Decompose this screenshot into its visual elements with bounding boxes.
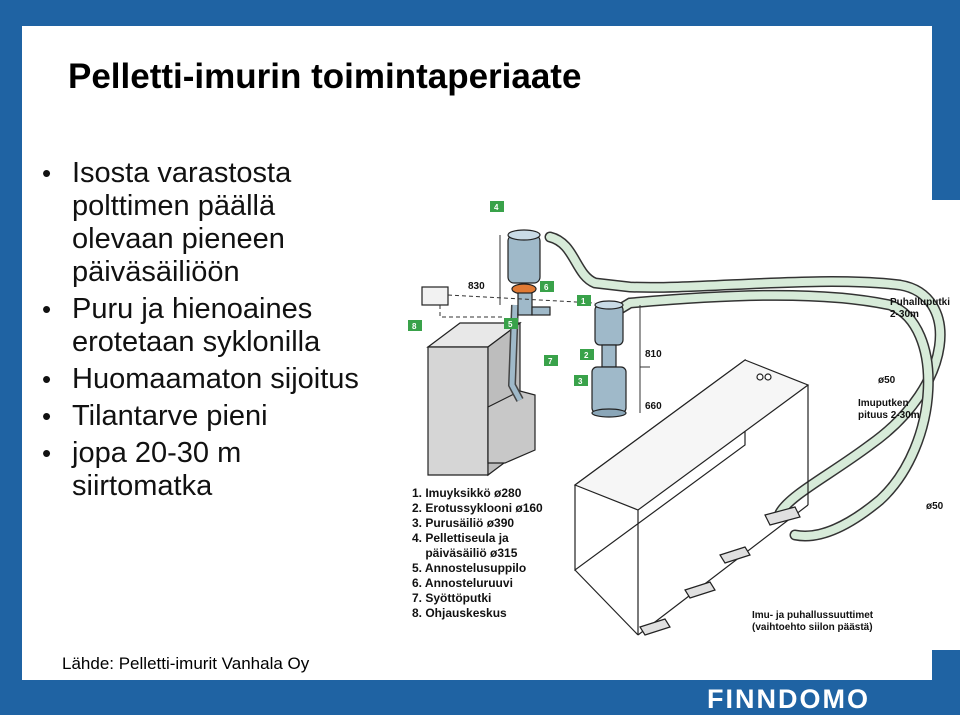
pellet-vacuum-diagram <box>400 195 955 640</box>
dimension-830: 830 <box>468 281 485 292</box>
label-nozzles-alt: (vaihtoehto siilon päästä) <box>752 622 873 633</box>
bullet-item: • Puru ja hienoaines erotetaan syklonilla <box>42 293 321 358</box>
day-tank-assembly <box>508 230 550 400</box>
slide-title: Pelletti-imurin toimintaperiaate <box>68 57 582 96</box>
legend-item: 2. Erotussyklooni ø160 <box>412 501 543 515</box>
tag-6-label: 6 <box>544 283 549 292</box>
dimension-660: 660 <box>645 401 662 412</box>
label-suction-pipe-length: pituus 2-30m <box>858 410 920 421</box>
bullet-dot-icon: • <box>42 401 52 431</box>
source-credit: Lähde: Pelletti-imurit Vanhala Oy <box>62 654 310 673</box>
bullet-item: • Huomaamaton sijoitus <box>42 363 359 395</box>
legend-item: 7. Syöttöputki <box>412 591 492 605</box>
legend-item: 4. Pellettiseula ja <box>412 531 509 545</box>
component-legend <box>412 486 543 620</box>
tag-8-label: 8 <box>412 322 417 331</box>
bullet-item: • Tilantarve pieni <box>42 400 268 432</box>
tag-2-label: 2 <box>584 351 589 360</box>
bullet-dot-icon: • <box>42 294 52 324</box>
bullet-dot-icon: • <box>42 438 52 468</box>
tag-1-label: 1 <box>581 297 586 306</box>
tag-5-label: 5 <box>508 320 513 329</box>
dimension-810: 810 <box>645 349 662 360</box>
label-diameter-upper: ø50 <box>878 375 896 386</box>
bullet-item: • Isosta varastosta polttimen päällä olevaan pieneen päiväsäiliöön <box>42 157 292 288</box>
legend-item: 8. Ohjauskeskus <box>412 606 507 620</box>
finndomo-logo: FINNDOMO <box>707 684 870 714</box>
tag-3-label: 3 <box>578 377 583 386</box>
label-blow-pipe: Puhalluputki <box>890 297 950 308</box>
bullet-dot-icon: • <box>42 364 52 394</box>
cyclone-unit <box>592 301 626 417</box>
legend-item: 1. Imuyksikkö ø280 <box>412 486 522 500</box>
label-blow-pipe-length: 2-30m <box>890 309 919 320</box>
legend-item: päiväsäiliö ø315 <box>412 546 518 560</box>
label-suction-pipe: Imuputken <box>858 398 909 409</box>
tag-7-label: 7 <box>548 357 553 366</box>
legend-item: 6. Annosteluruuvi <box>412 576 513 590</box>
bullet-list <box>30 157 370 507</box>
label-nozzles: Imu- ja puhallussuuttimet <box>752 610 874 621</box>
bullet-dot-icon: • <box>42 158 52 188</box>
legend-item: 5. Annostelusuppilo <box>412 561 527 575</box>
bullet-item: • jopa 20-30 m siirtomatka <box>42 437 242 502</box>
legend-item: 3. Purusäiliö ø390 <box>412 516 515 530</box>
tag-4-label: 4 <box>494 203 499 212</box>
label-diameter-lower: ø50 <box>926 501 944 512</box>
